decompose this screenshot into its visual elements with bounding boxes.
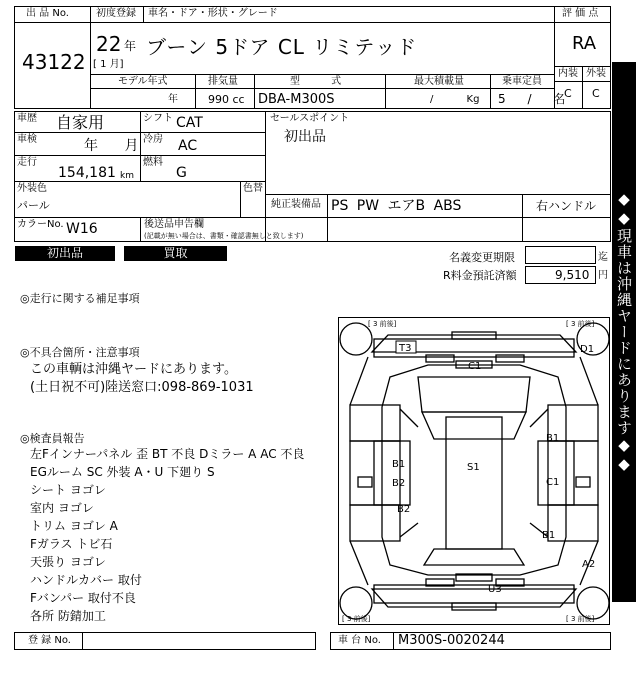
divider bbox=[582, 66, 583, 109]
inspection-label: 車検 bbox=[17, 134, 37, 145]
mileage-unit: km bbox=[120, 171, 134, 181]
divider bbox=[14, 181, 265, 182]
recycle-label: R料金預託済額 bbox=[443, 269, 517, 282]
fuel: G bbox=[176, 165, 187, 181]
equipment-label: 純正装備品 bbox=[271, 199, 321, 210]
model-year-unit: 年 bbox=[168, 94, 178, 105]
divider bbox=[90, 74, 554, 75]
first-listing-badge: 初出品 bbox=[15, 246, 115, 261]
first-reg-label: 初度登録 bbox=[96, 8, 136, 19]
name-change-box bbox=[525, 246, 596, 264]
first-reg-year: 22 bbox=[96, 32, 122, 56]
inspector-line: 室内 ヨゴレ bbox=[30, 501, 94, 515]
model-year-label: モデル年式 bbox=[118, 76, 168, 87]
side-profile-bottom bbox=[372, 589, 576, 607]
type-label: 型 式 bbox=[290, 76, 342, 87]
mark-d1: D1 bbox=[580, 344, 595, 355]
mark-a2: A2 bbox=[582, 559, 596, 570]
divider bbox=[140, 217, 141, 242]
aftermarket-label: 後送品申告欄 bbox=[144, 219, 204, 230]
divider bbox=[385, 74, 386, 109]
divider bbox=[265, 194, 611, 195]
driving-notes-title: ◎走行に関する補足事項 bbox=[20, 292, 140, 305]
divider bbox=[265, 111, 266, 242]
interior-grade: C bbox=[564, 87, 572, 100]
mark-b1-lower: B1 bbox=[542, 530, 556, 541]
mark-b1-left: B1 bbox=[392, 459, 406, 470]
color: パール bbox=[17, 199, 50, 212]
inspector-line: 各所 防錆加工 bbox=[30, 609, 106, 623]
mileage-label: 走行 bbox=[17, 157, 37, 168]
mark-u3: U3 bbox=[488, 584, 502, 595]
mark-b1-right: B1 bbox=[546, 433, 560, 444]
divider bbox=[240, 181, 241, 217]
usage-label: 車歴 bbox=[17, 113, 37, 124]
ac: AC bbox=[178, 138, 198, 154]
mark-b2-left: B2 bbox=[392, 478, 406, 489]
equipment: PS PW エアB ABS bbox=[331, 198, 462, 214]
first-reg-month: [ 1 月] bbox=[93, 59, 124, 70]
inspector-line: Fガラス トビ石 bbox=[30, 537, 113, 551]
score: RA bbox=[572, 33, 597, 54]
type: DBA-M300S bbox=[258, 92, 335, 107]
lot-no-label: 出 品 No. bbox=[26, 8, 69, 19]
divider bbox=[82, 632, 83, 650]
recycle-unit: 円 bbox=[598, 270, 608, 281]
corner-count-bl: [ 3 前後] bbox=[342, 615, 371, 623]
rear-window bbox=[424, 549, 524, 565]
windshield bbox=[422, 412, 526, 439]
recycle-amount: 9,510 bbox=[555, 268, 590, 282]
corner-count-tl: [ 3 前後] bbox=[368, 320, 397, 328]
corner-count-br: [ 3 前後] bbox=[566, 615, 595, 623]
aftermarket-note: (記載が無い場合は、書類・確認書無しと致します) bbox=[144, 232, 304, 240]
max-load-label: 最大積載量 bbox=[414, 76, 464, 87]
purchase-badge: 買取 bbox=[124, 246, 227, 261]
inspection: 年 月 bbox=[84, 138, 139, 154]
mark-t3: T3 bbox=[399, 343, 412, 354]
divider bbox=[327, 194, 328, 242]
hood bbox=[418, 377, 530, 412]
inspector-line: トリム ヨゴレ A bbox=[30, 519, 118, 533]
mark-s1: S1 bbox=[467, 462, 480, 473]
color-change-label: 色替 bbox=[243, 183, 263, 194]
sales-point-label: セールスポイント bbox=[270, 113, 350, 124]
mark-b2-lower: B2 bbox=[397, 504, 411, 515]
inspector-line: EGルーム SC 外装 A・U 下廻り S bbox=[30, 465, 215, 479]
handle: 右ハンドル bbox=[536, 199, 597, 213]
divider bbox=[90, 88, 554, 89]
max-load-unit: / Kg bbox=[430, 94, 480, 105]
car-name: ブーン 5ドア CL リミテッド bbox=[146, 35, 418, 59]
divider bbox=[554, 81, 611, 82]
divider bbox=[14, 155, 265, 156]
inspector-title: ◎検査員報告 bbox=[20, 432, 85, 445]
inspector-line: Fバンパー 取付不良 bbox=[30, 591, 136, 605]
color-label: 外装色 bbox=[17, 183, 47, 194]
defects-title: ◎不具合箇所・注意事項 bbox=[20, 346, 140, 359]
divider bbox=[522, 194, 523, 242]
divider bbox=[14, 132, 265, 133]
name-change-unit: 迄 bbox=[598, 252, 608, 263]
reg-no-label: 登 録 No. bbox=[28, 635, 71, 646]
mark-c1-right: C1 bbox=[546, 477, 560, 488]
mileage: 154,181 bbox=[58, 165, 116, 181]
exterior-label: 外装 bbox=[586, 68, 606, 79]
chassis-no: M300S-0020244 bbox=[398, 633, 505, 648]
displacement: 990 cc bbox=[208, 93, 245, 106]
exterior-grade: C bbox=[592, 87, 600, 100]
usage: 自家用 bbox=[56, 113, 105, 132]
divider bbox=[14, 22, 90, 23]
inspector-line: シート ヨゴレ bbox=[30, 483, 106, 497]
inspector-line: 天張り ヨゴレ bbox=[30, 555, 106, 569]
color-no-label: カラーNo. bbox=[17, 219, 64, 230]
wheel-front-left bbox=[340, 323, 372, 355]
roof bbox=[446, 417, 502, 549]
location-banner: ◆◆現車は沖縄ヤードにあります◆◆ bbox=[612, 62, 636, 602]
shift-label: シフト bbox=[143, 113, 173, 124]
lot-no: 43122 bbox=[22, 50, 86, 74]
color-no: W16 bbox=[66, 221, 98, 237]
chassis-label: 車 台 No. bbox=[338, 635, 381, 646]
ac-label: 冷房 bbox=[143, 134, 163, 145]
car-damage-diagram bbox=[338, 317, 610, 625]
divider bbox=[490, 74, 491, 109]
inspector-line: 左Fインナーパネル 歪 BT 不良 Dミラー A AC 不良 bbox=[30, 447, 305, 461]
divider bbox=[143, 6, 144, 23]
divider bbox=[195, 74, 196, 109]
divider bbox=[393, 632, 394, 650]
year-unit: 年 bbox=[124, 39, 137, 53]
divider bbox=[90, 22, 554, 23]
mark-c1-top: C1 bbox=[468, 361, 482, 372]
sales-point: 初出品 bbox=[284, 129, 326, 145]
defects-line: この車輌は沖縄ヤードにあります。 bbox=[30, 362, 237, 377]
defects-line: (土日祝不可)陸送窓口:098-869-1031 bbox=[30, 380, 254, 395]
divider bbox=[554, 22, 611, 23]
score-label: 評 価 点 bbox=[562, 8, 599, 19]
divider bbox=[140, 111, 141, 181]
car-name-label: 車名・ドア・形状・グレード bbox=[148, 8, 278, 19]
divider bbox=[254, 74, 255, 109]
inspector-line: ハンドルカバー 取付 bbox=[30, 573, 142, 587]
divider bbox=[265, 217, 611, 218]
name-change-label: 名義変更期限 bbox=[449, 251, 515, 264]
interior-label: 内装 bbox=[558, 68, 578, 79]
displacement-label: 排気量 bbox=[208, 76, 238, 87]
shift: CAT bbox=[176, 115, 203, 131]
capacity-label: 乗車定員 bbox=[502, 76, 542, 87]
capacity: 5 / 名 bbox=[498, 92, 566, 106]
fuel-label: 燃料 bbox=[143, 157, 163, 168]
corner-count-tr: [ 3 前後] bbox=[566, 320, 595, 328]
